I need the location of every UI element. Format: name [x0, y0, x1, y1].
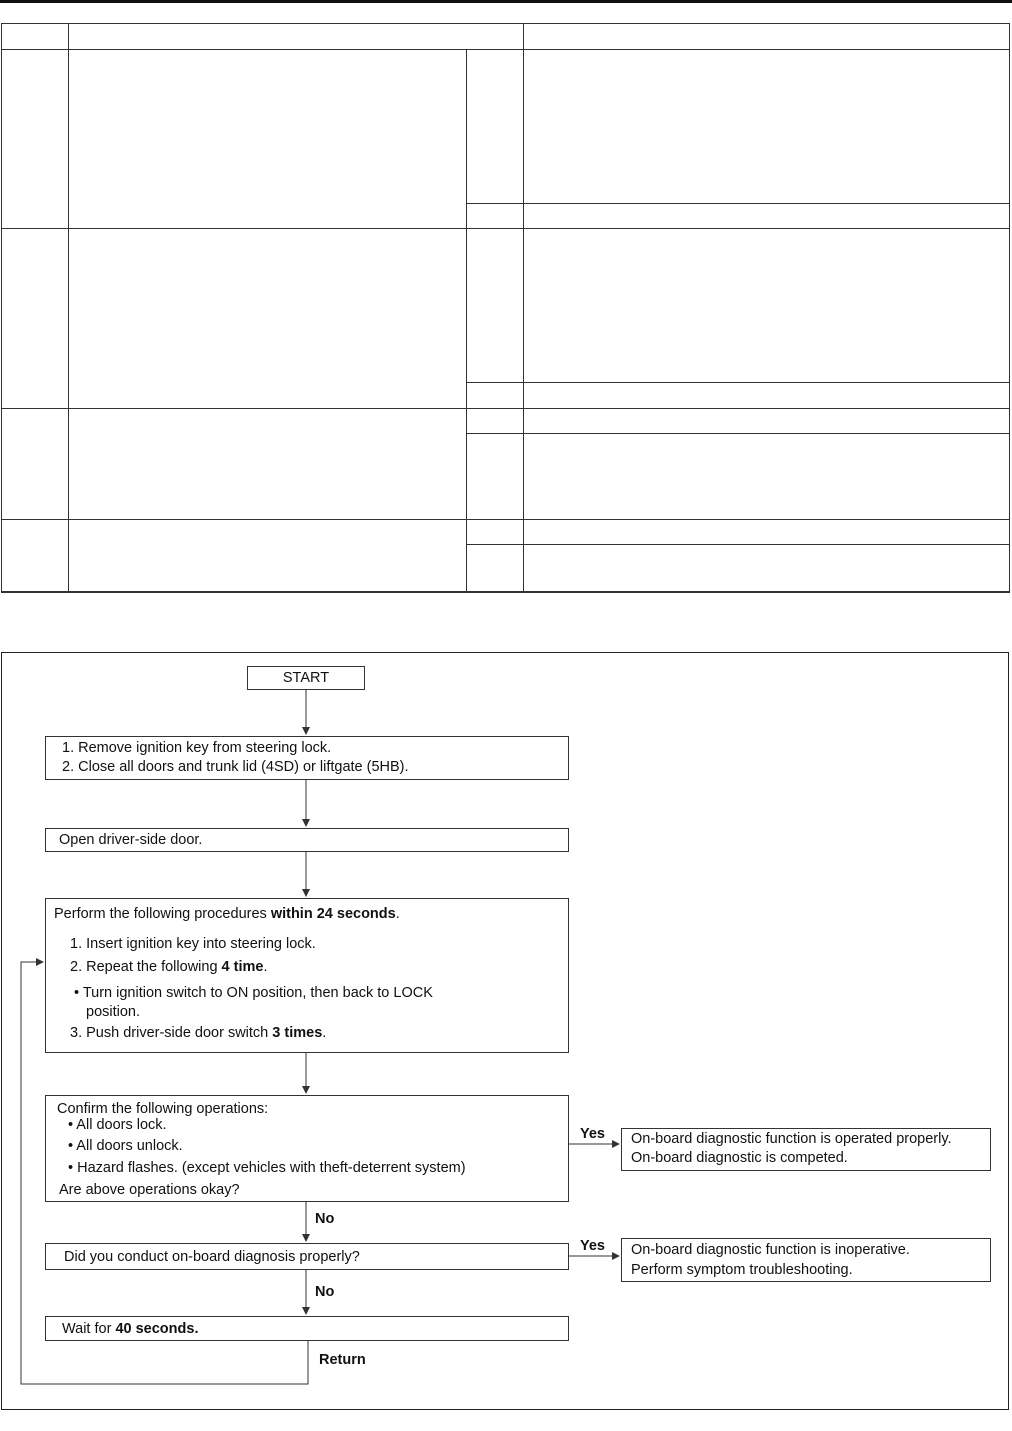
step-wait: Wait for 40 seconds. — [45, 1316, 569, 1341]
result-inoperative: On-board diagnostic function is inoperative. Perform symptom troubleshooting. — [621, 1238, 991, 1282]
step-diagnosis-check: Did you conduct on-board diagnosis properly? — [45, 1243, 569, 1270]
step-open-driver-door: Open driver-side door. — [45, 828, 569, 852]
step-procedures: Perform the following procedures within 24 seconds. 1. Insert ignition key into steering lock. 2. Repeat the following 4 time. • Turn ignition switch to ON position, then back to LOCK position. 3. Push driver-side door switch 3 times. — [45, 898, 569, 1053]
no-label-1: No — [315, 1211, 335, 1227]
yes-label-2: Yes — [580, 1238, 605, 1254]
no-label-2: No — [315, 1284, 335, 1300]
yes-label-1: Yes — [580, 1126, 605, 1142]
step-remove-key-close-doors: 1. Remove ignition key from steering lock. 2. Close all doors and trunk lid (4SD) or liftgate (5HB). — [45, 736, 569, 780]
step-confirm-operations: Confirm the following operations: • All doors lock. • All doors unlock. • Hazard flashes. (except vehicles with theft-deterrent system) Are above operations okay? — [45, 1095, 569, 1202]
return-label: Return — [319, 1352, 366, 1368]
start-box: START — [247, 666, 365, 690]
result-operated-properly: On-board diagnostic function is operated properly. On-board diagnostic is competed. — [621, 1128, 991, 1171]
